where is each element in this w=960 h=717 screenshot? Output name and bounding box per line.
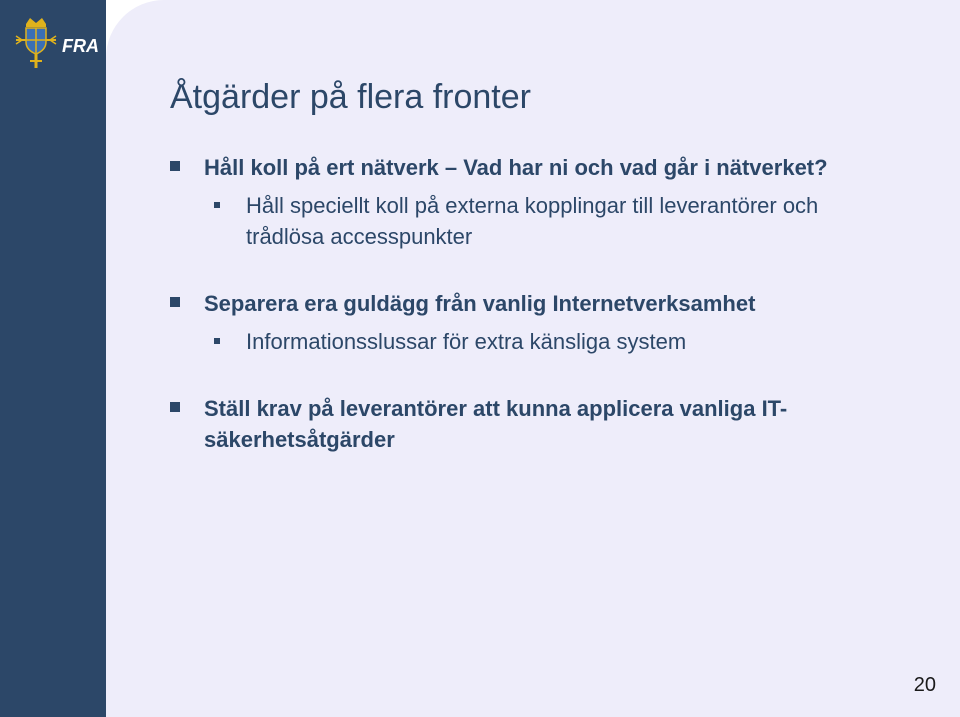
bullet-square-icon <box>170 297 180 307</box>
logo-text: FRA <box>62 36 99 56</box>
bullet-list <box>170 152 850 455</box>
crowned-shield-emblem-icon <box>14 14 58 70</box>
bullet-item <box>170 288 850 319</box>
sub-bullet-square-icon <box>214 202 220 208</box>
bullet-text: Ställ krav på leverantörer att kunna applicera vanliga IT-säkerhetsåtgärder <box>204 396 788 452</box>
sub-bullet-text: Informationsslussar för extra känsliga system <box>246 329 687 354</box>
sub-bullet-item <box>170 326 850 357</box>
sub-bullet-text: Håll speciellt koll på externa kopplingar till leverantörer och trådlösa accesspunkter <box>246 193 819 249</box>
sub-bullet-item <box>170 190 850 252</box>
bullet-text: Håll koll på ert nätverk – Vad har ni och vad går i nätverket? <box>204 155 828 180</box>
sub-bullet-square-icon <box>214 338 220 344</box>
fra-logo <box>10 14 110 74</box>
slide-title: Åtgärder på flera fronter <box>170 78 531 116</box>
page-number: 20 <box>913 674 936 696</box>
bullet-item <box>170 152 850 183</box>
spacer <box>170 357 850 393</box>
spacer <box>170 252 850 288</box>
bullet-square-icon <box>170 161 180 171</box>
sidebar-band <box>0 0 106 717</box>
bullet-square-icon <box>170 402 180 412</box>
bullet-item <box>170 393 850 455</box>
bullet-text: Separera era guldägg från vanlig Internetverksamhet <box>204 291 756 316</box>
